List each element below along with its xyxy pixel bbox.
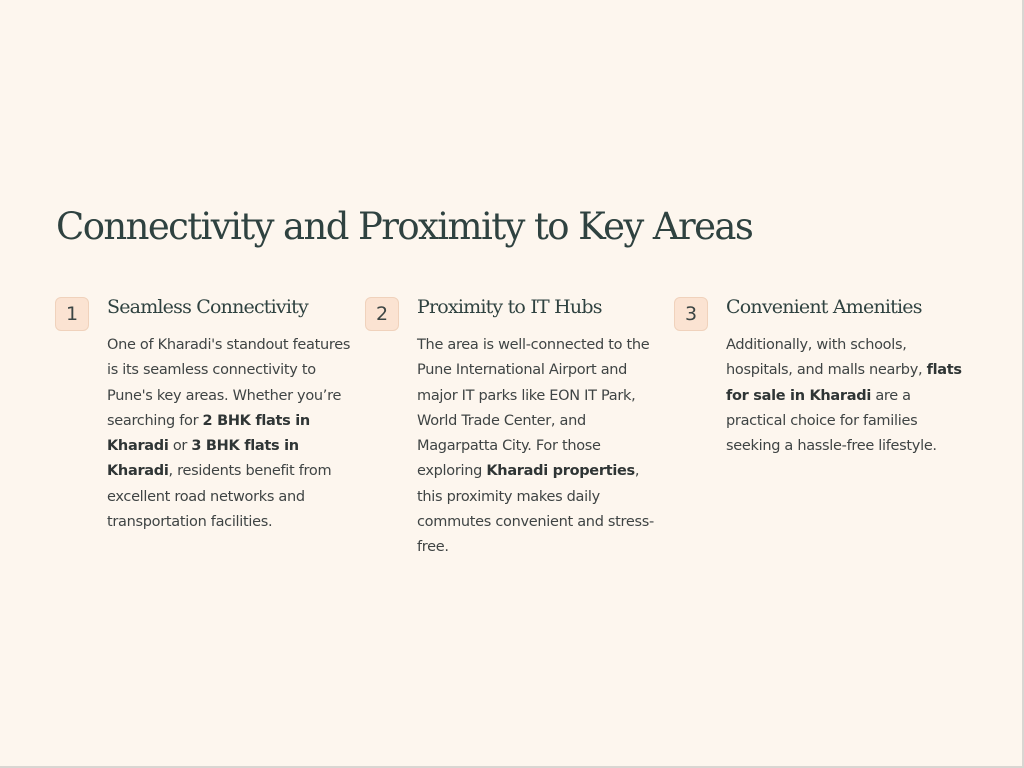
description-text: The area is well-connected to the Pune International Airport and major IT parks like EON IT Park, World Trade Center, and Magarpatta City. For those exploring	[417, 337, 650, 480]
description-text: , residents benefit from excellent road networks and transportation facilities.	[107, 463, 332, 531]
card-description	[107, 333, 357, 535]
step-number-badge: 1	[55, 297, 89, 331]
description-text: , this proximity makes daily commutes convenient and stress-free.	[417, 463, 654, 556]
description-text: are a practical choice for families seeking a hassle-free lifestyle.	[726, 387, 937, 455]
highlight-2bhk: 2 BHK flats in Kharadi	[107, 412, 310, 455]
step-number-badge: 2	[365, 297, 399, 331]
description-text: Additionally, with schools, hospitals, and malls nearby,	[726, 337, 927, 379]
card-description	[726, 333, 972, 459]
description-text: One of Kharadi's standout features is its seamless connectivity to Pune's key areas. Whether you’re searching for	[107, 337, 351, 429]
card-title: Proximity to IT Hubs	[417, 296, 602, 318]
highlight-kharadi-properties: Kharadi properties	[486, 463, 635, 480]
card-title: Convenient Amenities	[726, 296, 922, 318]
highlight-3bhk: 3 BHK flats in Kharadi	[107, 438, 299, 480]
page-title: Connectivity and Proximity to Key Areas	[56, 205, 753, 248]
description-text: or	[168, 438, 192, 455]
card-description	[417, 333, 667, 561]
card-title: Seamless Connectivity	[107, 296, 308, 318]
step-number-badge: 3	[674, 297, 708, 331]
highlight-flats-for-sale: flats for sale in Kharadi	[726, 362, 962, 404]
